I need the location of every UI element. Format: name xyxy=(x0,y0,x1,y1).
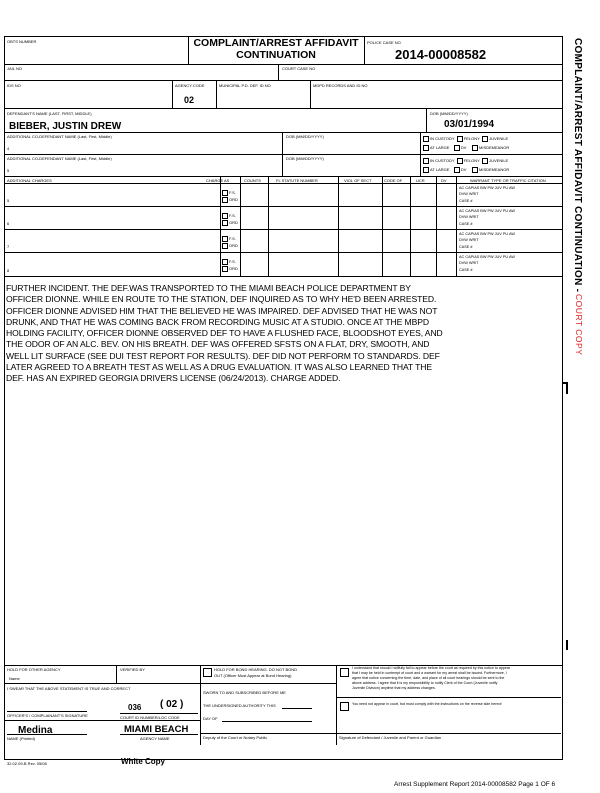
police-case-label: POLICE CASE NO xyxy=(367,40,401,45)
col-charge-as: CHARGE AS xyxy=(206,178,230,183)
divider xyxy=(436,176,437,276)
divider xyxy=(278,64,279,80)
charge-as-options: F.S. ORD xyxy=(222,235,238,249)
at-large-checkbox[interactable] xyxy=(423,145,429,151)
page-info: Arrest Supplement Report 2014-00008582 Page 1 OF 6 xyxy=(394,781,556,788)
charge-row-num: 8 xyxy=(7,268,10,273)
swear-label: I SWEAR THAT THE ABOVE STATEMENT IS TRUE AND CORRECT xyxy=(7,686,131,691)
divider xyxy=(336,697,561,698)
juvenile-checkbox[interactable] xyxy=(482,158,488,164)
narrative-line: OFFICER DIONNE. WHILE EN ROUTE TO THE STATION, DEF INQUIRED AS TO WHY HE'D BEEN ARRESTED. xyxy=(6,294,437,305)
defendant-dob-label: DOB (MM/DD/YYYY) xyxy=(430,111,468,116)
warrant-options: AC CAPIAS BW PW JUV PU AW DVW WRIT CASE # xyxy=(459,209,515,226)
narrative-line: LATER AGREED TO A BREATH TEST AS WELL AS A DRUG EVALUATION. IT WAS ALSO LEARNED THAT THE xyxy=(6,362,432,373)
divider xyxy=(4,276,562,277)
divider xyxy=(426,108,427,132)
narrative-line: THE ODOR OF AN ALC. BEV. ON HIS BREATH. DEF WAS OFFERED SFSTS ON A FLAT, DRY, SMOOTH, AND xyxy=(6,339,430,350)
hold-bond-checkbox[interactable] xyxy=(203,668,212,677)
juvenile-checkbox[interactable] xyxy=(482,136,488,142)
court-case-label: COURT CASE NO xyxy=(282,66,316,71)
divider xyxy=(382,176,383,276)
divider xyxy=(4,132,562,133)
at-large-checkbox[interactable] xyxy=(423,167,429,173)
divider xyxy=(116,665,117,683)
misdemeanor-checkbox[interactable] xyxy=(472,145,478,151)
dv-checkbox[interactable] xyxy=(454,145,460,151)
narrative-line: HOLDING FACILITY, OFFICER DIONNE OBSERVED DEF TO HAVE A FLUSHED FACE, BLOODSHOT EYES, AND xyxy=(6,328,443,339)
narrative-line: DEF. HAS AN EXPIRED GEORGIA DRIVERS LICENSE (06/24/2013). CHARGE ADDED. xyxy=(6,373,341,384)
police-case-number: 2014-00008582 xyxy=(395,47,487,62)
divider xyxy=(4,80,562,81)
divider xyxy=(456,176,457,276)
narrative-line: OFFICER DIONNE ADVISED HIM THAT THE BELIEVED HE WAS IMPAIRED. DEF ADVISED THAT HE WAS NOT xyxy=(6,305,438,316)
signature-line xyxy=(200,733,336,734)
title-line-2: CONTINUATION xyxy=(236,48,316,61)
divider xyxy=(282,132,283,176)
signature-line xyxy=(7,711,87,712)
ord-checkbox[interactable] xyxy=(222,243,228,249)
col-viol-of-sect: VIOL OF SECT xyxy=(344,178,372,183)
need-not-checkbox[interactable] xyxy=(340,702,349,711)
name-label: Name xyxy=(9,676,20,681)
officer-name-printed: Medina xyxy=(18,725,53,736)
divider xyxy=(4,154,562,155)
divider xyxy=(338,176,339,276)
warrant-options: AC CAPIAS BW PW JUV PU AW DVW WRIT CASE # xyxy=(459,255,515,272)
divider xyxy=(4,252,562,253)
divider xyxy=(220,176,221,276)
col-additional-charges: ADDITIONAL CHARGES xyxy=(7,178,52,183)
agency-name-value: MIAMI BEACH xyxy=(124,724,189,735)
form-number: 32.02.09-B Rev. 05/08 xyxy=(7,761,47,766)
col-counts: COUNTS xyxy=(244,178,261,183)
divider xyxy=(364,36,365,64)
charge-as-options: F.S. ORD xyxy=(222,189,238,203)
divider xyxy=(4,720,200,721)
hold-bond-text-2: OUT (Officer Must Appear at Bond Hearing) xyxy=(214,673,292,678)
defendant-name: BIEBER, JUSTIN DREW xyxy=(9,121,122,132)
court-id-value: 036 xyxy=(128,703,142,712)
name-printed-label: NAME (Printed) xyxy=(7,736,36,741)
signature-line xyxy=(7,734,87,735)
officer-signature-label: OFFICER'S / COMPLAINANT'S SIGNATURE xyxy=(7,713,88,718)
mdpd-label: MDPD RECORDS AND ID NO xyxy=(313,83,368,88)
bracket-mark xyxy=(562,382,567,384)
divider xyxy=(240,176,241,276)
col-dv: DV xyxy=(441,178,447,183)
jail-no-label: JAIL NO xyxy=(7,66,22,71)
codefendant-1-dob-label: DOB (MM/DD/YYYY) xyxy=(286,134,324,139)
col-fl-statute: FL STATUTE NUMBER xyxy=(276,178,318,183)
ord-checkbox[interactable] xyxy=(222,266,228,272)
in-custody-checkbox[interactable] xyxy=(423,136,429,142)
divider xyxy=(4,183,562,184)
divider xyxy=(4,108,562,109)
divider xyxy=(4,229,562,230)
codefendant-1-label: ADDITIONAL CO-DEFENDANT NAME (Last, First, Middle) xyxy=(7,134,112,139)
signature-line xyxy=(282,708,312,709)
understand-checkbox[interactable] xyxy=(340,668,349,677)
divider xyxy=(4,206,562,207)
white-copy-label: White Copy xyxy=(121,757,165,766)
charge-row-num: 7 xyxy=(7,244,10,249)
need-not-text: You need not appear in court, but must comply with the instructions on the reverse side hereof xyxy=(352,702,502,706)
bracket-mark xyxy=(566,640,568,650)
hold-bond-text-1: HOLD FOR BOND HEARING. DO NOT BOND xyxy=(214,667,298,672)
defendant-name-label: DEFENDANT'S NAME (LAST, FIRST, MIDDLE) xyxy=(7,111,92,116)
undersigned-label: THE UNDERSIGNED AUTHORITY THIS xyxy=(203,703,276,708)
warrant-options: AC CAPIAS BW PW JUV PU AW DVW WRIT CASE # xyxy=(459,232,515,249)
divider xyxy=(420,132,421,176)
ord-checkbox[interactable] xyxy=(222,220,228,226)
codefendant-2-dob-label: DOB (MM/DD/YYYY) xyxy=(286,156,324,161)
loc-code-value: ( 02 ) xyxy=(160,699,184,710)
divider xyxy=(172,80,173,108)
hold-other-agency-label: HOLD FOR OTHER AGENCY xyxy=(7,667,61,672)
court-copy-stamp: COURT COPY xyxy=(574,294,584,356)
divider xyxy=(310,80,311,108)
narrative-line: WELL LIT SURFACE (SEE DUI TEST REPORT FOR RESULTS). DEF DID NOT PERFORM TO STANDARDS. DEF xyxy=(6,350,440,361)
narrative-line: FURTHER INCIDENT. THE DEF.WAS TRANSPORTED TO THE MIAMI BEACH POLICE DEPARTMENT BY xyxy=(6,283,411,293)
signature-line xyxy=(336,733,561,734)
ids-label: IDS NO xyxy=(7,83,21,88)
misdemeanor-checkbox[interactable] xyxy=(472,167,478,173)
day-of-label: DAY OF xyxy=(203,716,218,721)
codefendant-2-num: 5 xyxy=(7,168,10,173)
defendant-dob: 03/01/1994 xyxy=(444,119,495,130)
court-id-label: COURT ID NUMBER/LOC CODE xyxy=(120,715,180,720)
felony-checkbox[interactable] xyxy=(457,136,463,142)
ord-checkbox[interactable] xyxy=(222,197,228,203)
sworn-label: SWORN TO AND SUBSCRIBED BEFORE ME xyxy=(203,690,286,695)
agency-code-value: 02 xyxy=(184,95,195,105)
custody-options-1: IN CUSTODY FELONY JUVENILE AT LARGE DV MISDEMEANOR xyxy=(423,134,509,152)
signature-line xyxy=(120,713,198,714)
agency-name-label: AGENCY NAME xyxy=(140,736,170,741)
title-line-1: COMPLAINT/ARREST AFFIDAVIT xyxy=(193,37,359,49)
understand-text: I understand that should I willfully fail to appear before the court as required by this notice to appear that I may be held in contempt of court and a warrant for my arrest shall be issued. Furthermore, I agree that notice concerning the time, date, and place of all court hearings should be sent to the above address. I agree that it is my responsibility to notify Clerk of the Court (Juvenile notify Juvenile Division) anytime that my address changes. xyxy=(352,666,511,690)
charge-row-num: 5 xyxy=(7,198,10,203)
charge-row-num: 6 xyxy=(7,221,10,226)
agency-code-label: AGENCY CODE xyxy=(175,83,205,88)
codefendant-2-label: ADDITIONAL CO-DEFENDANT NAME (Last, First, Middle) xyxy=(7,156,112,161)
divider xyxy=(4,64,562,65)
narrative-line: DRUNK, AND THAT HE WAS COMING BACK FROM RECORDING MUSIC AT A STUDIO. ONCE AT THE MBPD xyxy=(6,316,429,327)
defendant-signature-label: Signature of Defendant / Juvenile and Parent or Guardian xyxy=(339,735,442,740)
codefendant-1-num: 4 xyxy=(7,146,10,151)
divider xyxy=(200,683,336,684)
col-warrant: WARRANT TYPE OR TRAFFIC CITATION xyxy=(470,178,546,183)
form-title xyxy=(190,38,362,61)
narrative-text xyxy=(6,283,560,385)
in-custody-checkbox[interactable] xyxy=(423,158,429,164)
verified-by-label: VERIFIED BY xyxy=(120,667,145,672)
col-code-of: CODE OF xyxy=(384,178,403,183)
divider xyxy=(216,80,217,108)
charge-as-options: F.S. ORD xyxy=(222,212,238,226)
felony-checkbox[interactable] xyxy=(457,158,463,164)
col-ucr: UCR xyxy=(416,178,425,183)
obts-label: OBTS NUMBER xyxy=(7,39,37,44)
municipal-label: MUNICIPAL P.D. DEF. ID NO xyxy=(219,83,271,88)
divider xyxy=(4,176,562,177)
signature-line xyxy=(222,721,312,722)
warrant-options: AC CAPIAS BW PW JUV PU AW DVW WRIT CASE # xyxy=(459,186,515,203)
divider xyxy=(410,176,411,276)
charge-as-options: F.S. ORD xyxy=(222,258,238,272)
divider xyxy=(4,683,200,684)
deputy-label: Deputy of the Court or Notary Public xyxy=(203,735,268,740)
divider xyxy=(188,36,189,64)
custody-options-2: IN CUSTODY FELONY JUVENILE AT LARGE DV MISDEMEANOR xyxy=(423,156,509,174)
side-title: COMPLAINT/ARREST AFFIDAVIT CONTINUATION - xyxy=(572,38,583,293)
signature-line xyxy=(120,734,198,735)
dv-checkbox[interactable] xyxy=(454,167,460,173)
divider xyxy=(268,176,269,276)
